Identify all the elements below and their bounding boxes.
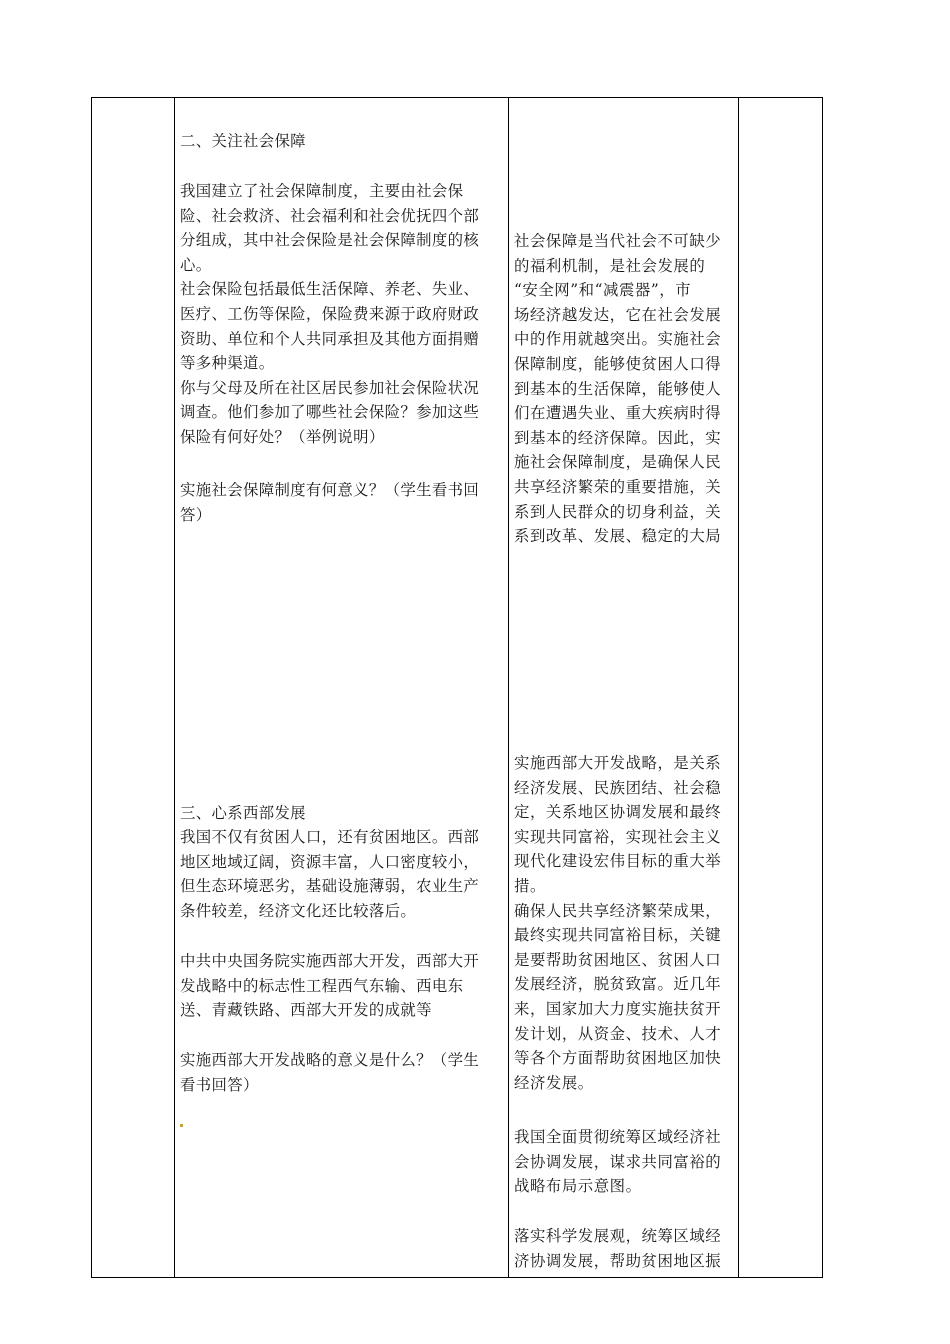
stray-mark <box>180 1124 183 1127</box>
social-security-question: 实施社会保障制度有何意义？（学生看书回 答） <box>180 481 480 524</box>
social-security-answer: 社会保障是当代社会不可缺少 的福利机制，是社会发展的 “安全网”和“减震器”，市 场经济越发达，它在社会发展 中的作用就越突出。实施社会 保障制度，能够使贫困人口得 到基本的生活保障，能够使人 们在遭遇失业、重大疾病时得 到基本的经济保障。因此，实 施社会保障制度，是确保人民 共享经济繁荣的重要措施，关 系到人民群众的切身利益，关 系到改革、发展、稳定的大局 <box>514 232 722 546</box>
column-divider-2 <box>508 98 509 1277</box>
answer-column <box>514 98 738 1277</box>
lesson-table <box>91 97 823 1278</box>
western-region-intro: 我国不仅有贫困人口，还有贫困地区。西部 地区地域辽阔，资源丰富，人口密度较小， 但生态环境恶劣，基础设施薄弱，农业生产 条件较差，经济文化还比较落后。 <box>180 828 480 920</box>
regional-layout-note: 我国全面贯彻统筹区域经济社 会协调发展，谋求共同富裕的 战略布局示意图。 <box>514 1128 722 1196</box>
western-development-answer: 实施西部大开发战略，是关系 经济发展、民族团结、社会稳 定，关系地区协调发展和最终 实现共同富裕，实现社会主义 现代化建设宏伟目标的重大举 措。 确保人民共享经济繁荣成果， 最终实现共同富裕目标，关键 是要帮助贫困地区、贫困人口 发展经济，脱贫致富。近几年 来，国家加大力度实施扶贫开 发计划，从资金、技术、人才 等各个方面帮助贫困地区加快 经济发展。 <box>514 754 722 1092</box>
western-development-projects: 中共中央国务院实施西部大开发，西部大开 发战略中的标志性工程西气东输、西电东 送、青藏铁路、西部大开发的成就等 <box>180 952 480 1020</box>
teaching-content-column <box>180 98 507 1277</box>
western-development-question: 实施西部大开发战略的意义是什么？（学生 看书回答） <box>180 1051 480 1094</box>
section-three-heading: 三、心系西部发展 <box>180 804 306 822</box>
column-divider-1 <box>174 98 175 1277</box>
scientific-development-note: 落实科学发展观，统筹区域经 济协调发展，帮助贫困地区振 <box>514 1227 722 1270</box>
section-two-heading: 二、关注社会保障 <box>180 132 306 150</box>
column-divider-3 <box>738 98 739 1277</box>
social-security-intro: 我国建立了社会保障制度，主要由社会保 险、社会救济、社会福利和社会优抚四个部 分组成，其中社会保险是社会保障制度的核 心。 社会保险包括最低生活保障、养老、失业、 医疗、工伤等保险，保险费来源于政府财政 资助、单位和个人共同承担及其他方面捐赠 等多种渠道。 你与父母及所在社区居民参加社会保险状况 调查。他们参加了哪些社会保险？参加这些 保险有何好处？（举例说明） <box>180 182 480 446</box>
